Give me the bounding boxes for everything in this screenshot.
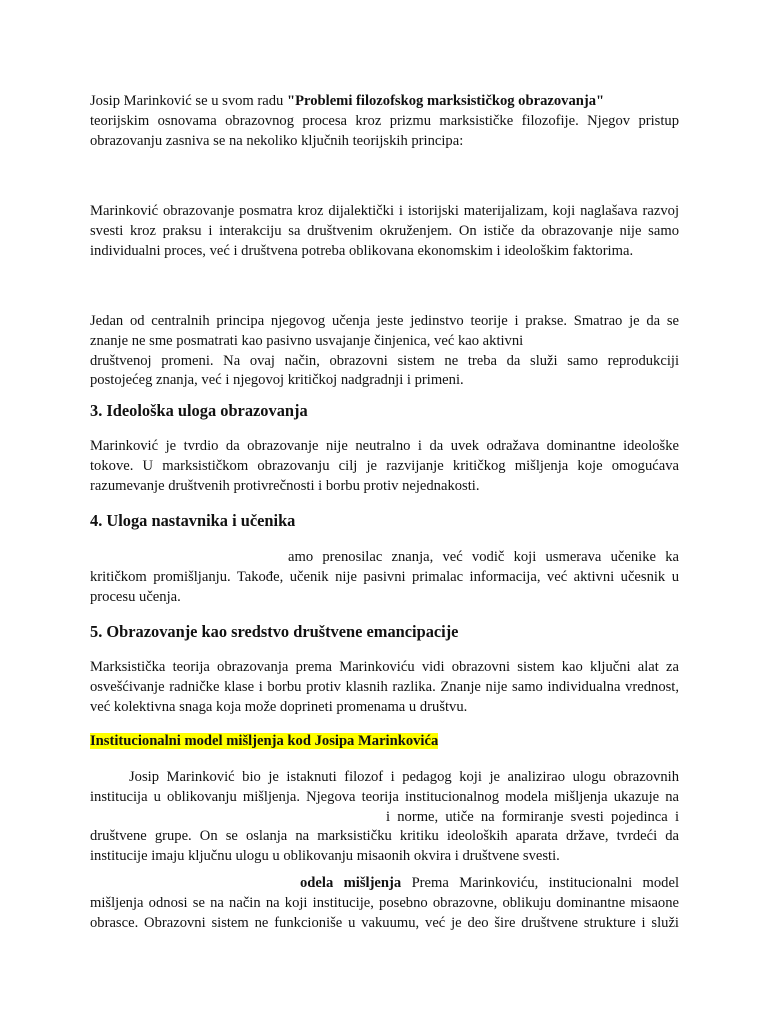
work-title: "Problemi filozofskog marksističkog obrazovanja": [287, 93, 605, 109]
text-line: Marinković obrazovanje posmatra kroz dijalektički i istorijski materijalizam, koji naglašava razvoj: [90, 203, 679, 219]
text-line: kritičkom promišljanju. Takođe, učenik nije pasivni primalac informacija, već aktivni učesnik u: [90, 568, 679, 585]
text-line: individualni proces, već i društvena potreba oblikovana ekonomskim i ideološkim faktorima.: [90, 242, 634, 259]
text-line: tokove. U marksističkom obrazovanju cilj je razvijanje kritičkog mišljenja koje omogućava: [90, 457, 679, 474]
text-line: obrasce. Obrazovni sistem ne funkcioniše u vakuumu, već je deo šire društvene strukture i služi: [90, 914, 679, 931]
paragraph-emancipation: [90, 658, 679, 717]
intro-line-2: teorijskim osnovama obrazovnog procesa kroz prizmu marksističke filozofije. Njegov pristup: [90, 112, 679, 129]
paragraph-ideology: [90, 437, 679, 496]
section-heading-4: 4. Uloga nastavnika i učenika: [90, 511, 296, 530]
intro-line-1: Josip Marinković se u svom radu "Problemi filozofskog marksističkog obrazovanja": [90, 93, 605, 109]
text-line: i norme, utiče na formiranje svesti pojedinca i: [386, 808, 679, 825]
text-line: institucija u oblikovanju mišljenja. Njegova teorija institucionalnog modela mišljenja ukazuje na: [90, 788, 679, 805]
text-line: procesu učenja.: [90, 588, 181, 605]
intro-line-3: obrazovanju zasniva se na nekoliko ključnih teorijskih principa:: [90, 132, 464, 149]
text-line: Josip Marinković bio je istaknuti filozof i pedagog koji je analizirao ulogu obrazovnih: [129, 769, 679, 785]
text-line: osvešćivanje radničke klase i borbu protiv klasnih razlika. Znanje nije samo individualna vrednost,: [90, 678, 679, 695]
text-line: Marinković je tvrdio da obrazovanje nije neutralno i da uvek odražava dominantne ideološke: [90, 438, 679, 454]
text-line: znanje ne sme posmatrati kao pasivno usvajanje činjenica, već kao aktivni: [90, 332, 524, 349]
highlighted-heading-line: [90, 732, 679, 752]
text-line: Marksistička teorija obrazovanja prema Marinkoviću vidi obrazovni sistem kao ključni alat za: [90, 659, 679, 675]
bold-term: odela mišljenja: [300, 875, 402, 891]
highlighted-heading: Institucionalni model mišljenja kod Josipa Marinkovića: [90, 733, 439, 749]
section-heading-5: 5. Obrazovanje kao sredstvo društvene emancipacije: [90, 622, 459, 641]
paragraph-institutional: [90, 768, 679, 867]
paragraph-teacher-student: [90, 548, 679, 607]
text-line: amo prenosilac znanja, već vodič koji usmerava učenike ka: [288, 549, 679, 565]
text-line: već kolektivna snaga koja može doprineti promenama u društvu.: [90, 698, 468, 715]
text-line: mišljenja odnosi se na način na koji institucije, posebno obrazovne, oblikuju dominantne misaone: [90, 894, 679, 911]
text-line: društvene grupe. On se oslanja na marksističku kritiku ideoloških aparata države, tvrdeći da: [90, 828, 679, 845]
text-line: društvenoj promeni. Na ovaj način, obrazovni sistem ne treba da služi samo reprodukciji: [90, 352, 679, 369]
text-line: Jedan od centralnih principa njegovog učenja jeste jedinstvo teorije i prakse. Smatrao je da se: [90, 313, 679, 329]
intro-paragraph: [90, 92, 679, 151]
paragraph-theory-practice: [90, 312, 679, 391]
section-heading-3: 3. Ideološka uloga obrazovanja: [90, 401, 308, 420]
text-line: svesti kroz praksu i interakciju sa društvenim okruženjem. On ističe da obrazovanje nije samo: [90, 222, 679, 239]
text-line: odela mišljenja Prema Marinkoviću, institucionalni model: [300, 875, 679, 891]
text-line: postojećeg znanja, već i njegovoj kritičkoj nadgradnji i primeni.: [90, 372, 464, 389]
text-line: razumevanje društvenih protivrečnosti i borbu protiv nejednakosti.: [90, 477, 480, 494]
paragraph-model-definition: [90, 874, 679, 933]
paragraph-dialectic: [90, 202, 679, 261]
text-line: institucije imaju ključnu ulogu u oblikovanju misaonih okvira i društvene svesti.: [90, 848, 560, 865]
